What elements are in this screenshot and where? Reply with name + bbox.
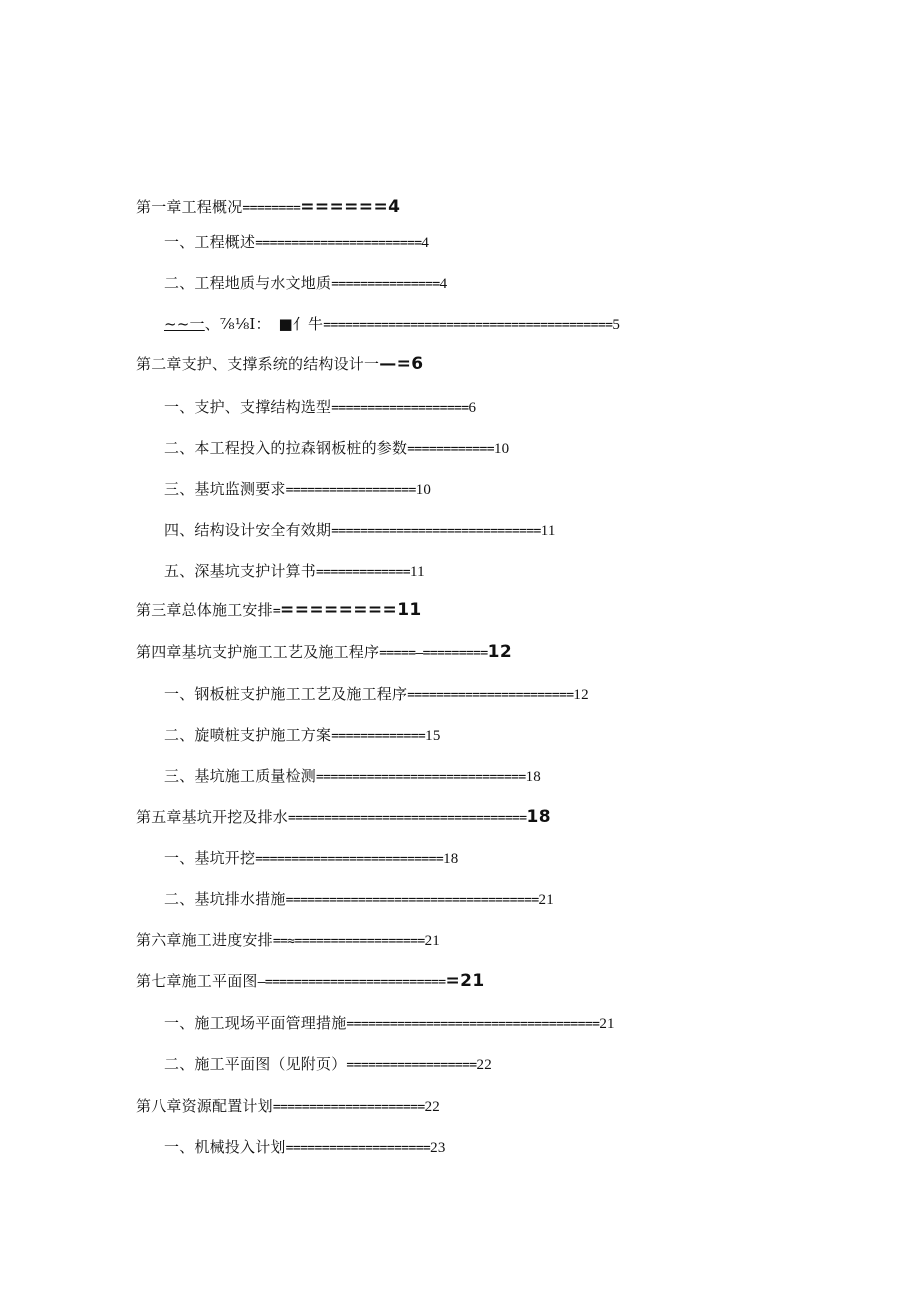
toc-leader: = [272,604,281,619]
toc-title: 一、支护、支撑结构选型 [164,398,332,416]
toc-title: 第七章施工平面图 [136,972,258,990]
toc-title: 第八章资源配置计划 [136,1097,273,1115]
toc-title: 一、钢板桩支护施工工艺及施工程序 [164,685,408,703]
toc-title: 五、深基坑支护计算书 [164,562,317,580]
toc-title: 二、基坑排水措施 [164,890,286,908]
toc-title: 一、施工现场平面管理措施 [164,1014,347,1032]
toc-section[interactable] [164,1012,615,1036]
toc-title: 第六章施工进度安排 [136,931,273,949]
toc-leader: ======================= [407,688,574,703]
toc-leader: ============ [407,442,494,457]
toc-leader: ==≈================== [272,934,425,949]
toc-title: 第一章工程概况 [136,198,243,216]
toc-title: 二、工程地质与水文地质 [164,274,332,292]
toc-page-number: 23 [430,1140,446,1156]
toc-leader: =============== [331,277,440,292]
toc-chapter-6[interactable] [136,929,440,953]
toc-chapter-2[interactable] [136,353,423,375]
toc-title: 二、施工平面图（见附页） [164,1055,347,1073]
toc-title: 二、本工程投入的拉森钢板桩的参数 [164,439,408,457]
toc-section[interactable] [164,724,441,748]
toc-section[interactable] [164,765,541,789]
toc-leader: =====—========= [379,646,488,661]
toc-page-number: 22 [476,1057,492,1073]
toc-section[interactable] [164,313,620,337]
toc-page-number: 4 [421,235,430,251]
toc-leader: =================================== [285,893,539,908]
toc-title: 二、旋喷桩支护施工方案 [164,726,332,744]
toc-leader: ======================================== [323,318,613,333]
toc-section[interactable] [164,231,429,255]
toc-leader: ================== [285,483,416,498]
toc-section[interactable] [164,1136,446,1160]
toc-chapter-1[interactable] [136,196,400,220]
toc-page-number: 11 [540,523,556,539]
toc-section[interactable] [164,560,425,584]
toc-title: 第三章总体施工安排 [136,601,273,619]
toc-page-number: 21 [460,971,485,991]
toc-page-number: 4 [388,197,401,217]
toc-chapter-5[interactable] [136,806,551,830]
toc-page-number: 6 [468,400,477,416]
toc-chapter-3[interactable] [136,599,422,623]
toc-section[interactable] [164,396,476,420]
toc-leader-bold: —= [379,354,412,374]
toc-page-number: 12 [573,687,589,703]
toc-title: 一、机械投入计划 [164,1138,286,1156]
toc-page-number: 4 [439,276,448,292]
toc-leader: ======================= [255,236,422,251]
toc-leader: ============================= [316,770,526,785]
toc-title: 四、结构设计安全有效期 [164,521,332,539]
toc-page-number: 12 [487,642,513,662]
toc-leader: ================================= [288,811,527,826]
toc-page-number: 5 [612,317,621,333]
toc-leader: ============= [331,729,426,744]
toc-page-number: 15 [425,728,441,744]
toc-title: 第二章支护、支撑系统的结构设计一 [136,355,380,373]
toc-page-number: 18 [526,807,551,827]
toc-page-number: 6 [411,354,424,374]
toc-section[interactable] [164,272,447,296]
toc-leader-bold: ====== [300,197,389,217]
toc-section[interactable] [164,437,509,461]
toc-title: 一、工程概述 [164,233,256,251]
toc-page-number: 18 [443,851,459,867]
toc-chapter-7[interactable] [136,970,485,994]
toc-leader: ======== [242,201,301,216]
toc-page-number: 22 [424,1099,440,1115]
toc-section[interactable] [164,519,556,543]
toc-title: 第五章基坑开挖及排水 [136,808,289,826]
toc-page-number: 18 [525,769,541,785]
toc-leader-bold: = [445,971,461,991]
toc-leader-bold: ======== [280,600,398,620]
toc-leader: ==================== [285,1141,431,1156]
toc-title: 、⅞⅛I： ■亻牛 [204,315,324,333]
toc-prefix: ~~一 [164,315,205,333]
toc-leader: =================== [331,401,469,416]
toc-chapter-8[interactable] [136,1095,440,1119]
toc-page-number: 11 [397,600,422,620]
toc-leader: —========================= [257,975,446,990]
toc-title: 一、基坑开挖 [164,849,256,867]
toc-page-number: 10 [415,482,432,498]
toc-leader: =================================== [346,1017,600,1032]
toc-page-number: 21 [599,1016,615,1032]
toc-page-number: 21 [424,933,440,949]
toc-page-number: 21 [538,892,554,908]
toc-page-number: 10 [493,441,510,457]
toc-leader: ================== [346,1058,477,1073]
toc-page-number: 11 [409,564,425,580]
toc-leader: ========================== [255,852,444,867]
toc-title: 三、基坑监测要求 [164,480,286,498]
toc-section[interactable] [164,478,431,502]
toc-section[interactable] [164,1053,492,1077]
toc-leader: ===================== [272,1100,425,1115]
toc-leader: ============================= [331,524,541,539]
toc-title: 三、基坑施工质量检测 [164,767,317,785]
toc-section[interactable] [164,847,459,871]
toc-title: 第四章基坑支护施工工艺及施工程序 [136,643,380,661]
toc-chapter-4[interactable] [136,641,512,665]
toc-section[interactable] [164,888,554,912]
toc-section[interactable] [164,683,589,707]
toc-leader: ============= [316,565,410,580]
